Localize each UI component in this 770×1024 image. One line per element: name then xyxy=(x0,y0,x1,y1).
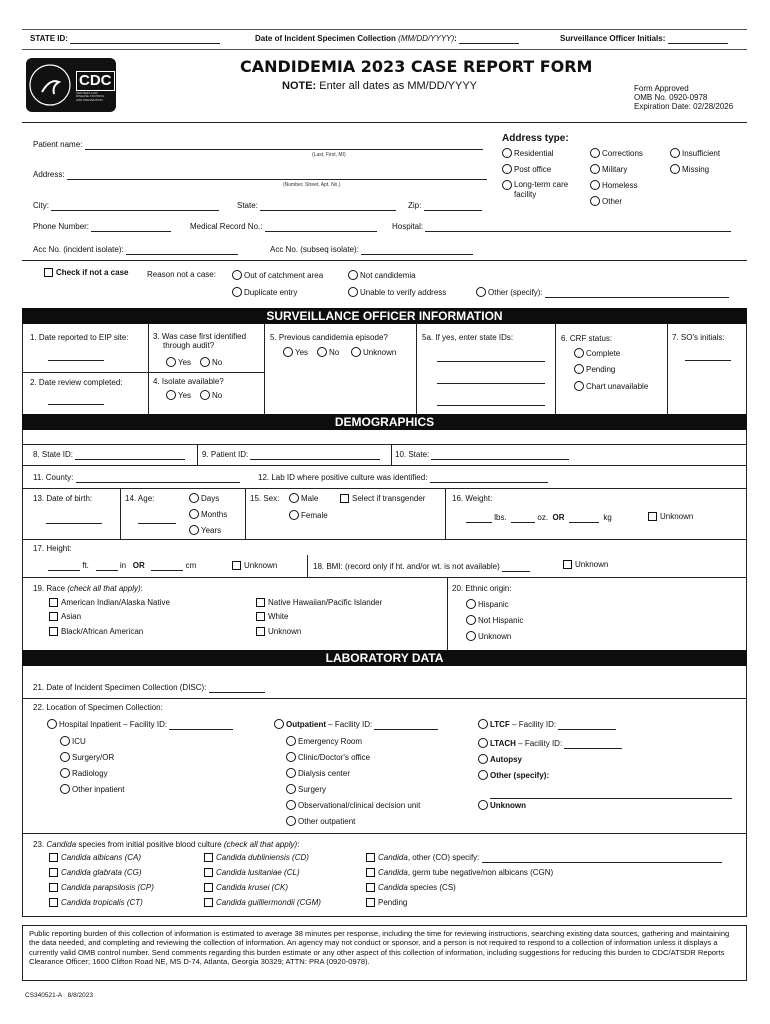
loc-clinic[interactable]: Clinic/Doctor's office xyxy=(286,752,370,763)
officer-initials-label: Surveillance Officer Initials: xyxy=(560,34,728,44)
omb-block: Form Approved OMB No. 0920-0978 Expiration Date: 02/28/2026 xyxy=(634,84,734,112)
addr-corrections[interactable]: Corrections xyxy=(590,148,643,159)
addr-missing[interactable]: Missing xyxy=(670,164,709,175)
hospital-input[interactable] xyxy=(425,223,731,232)
q5-no[interactable]: No xyxy=(317,347,339,358)
species-krusei[interactable]: Candida krusei (CK) xyxy=(204,883,288,893)
height-ft-input[interactable] xyxy=(48,562,80,571)
race-american-indian[interactable]: American Indian/Alaska Native xyxy=(49,598,170,608)
acc-subseq-label: Acc No. (subseq isolate): xyxy=(270,245,473,255)
q4-yes[interactable]: Yes xyxy=(166,390,191,401)
loc-other-specify[interactable]: Other (specify): xyxy=(478,770,549,781)
q12-input[interactable] xyxy=(430,474,548,483)
height-cm-input[interactable] xyxy=(151,562,183,571)
height-unknown[interactable]: Unknown xyxy=(232,561,277,571)
phone-input[interactable] xyxy=(91,223,171,232)
race-unknown[interactable]: Unknown xyxy=(256,627,301,637)
species-dubliniensis[interactable]: Candida dubliniensis (CD) xyxy=(204,853,309,863)
state-input[interactable] xyxy=(260,202,396,211)
q4-label: 4. Isolate available? xyxy=(153,377,224,386)
race-white[interactable]: White xyxy=(256,612,288,622)
species-parapsilosis[interactable]: Candida parapsilosis (CP) xyxy=(49,883,154,893)
q19-label: 19. Race (check all that apply): xyxy=(33,584,143,593)
q5a-label: 5a. If yes, enter state IDs: xyxy=(422,333,514,342)
q2-label: 2. Date review completed: xyxy=(30,378,123,387)
zip-input[interactable] xyxy=(424,202,482,211)
addr-ltc[interactable]: Long-term care facility xyxy=(502,180,582,199)
q22-label: 22. Location of Specimen Collection: xyxy=(33,703,163,712)
q12-label: 12. Lab ID where positive culture was identified: xyxy=(258,473,548,483)
loc-other-inpatient[interactable]: Other inpatient xyxy=(60,784,124,795)
age-years[interactable]: Years xyxy=(189,525,221,536)
loc-er[interactable]: Emergency Room xyxy=(286,736,362,747)
q15-label: 15. Sex: xyxy=(250,494,280,503)
q13-input[interactable] xyxy=(46,515,102,524)
species-albicans[interactable]: Candida albicans (CA) xyxy=(49,853,141,863)
q8-label: 8. State ID: xyxy=(33,450,185,460)
height-in-input[interactable] xyxy=(96,562,118,571)
address-type-label: Address type: xyxy=(502,133,569,144)
ethnic-unknown[interactable]: Unknown xyxy=(466,631,511,642)
crf-chart-unavailable[interactable]: Chart unavailable xyxy=(574,381,648,392)
species-tropicalis[interactable]: Candida tropicalis (CT) xyxy=(49,898,143,908)
q2-input[interactable] xyxy=(48,396,104,405)
sex-male[interactable]: Male xyxy=(289,493,318,504)
section-surveillance: SURVEILLANCE OFFICER INFORMATION xyxy=(22,308,747,324)
cdc-logo-subtext: CENTERS FOR DISEASE CONTROL AND PREVENTION xyxy=(76,91,105,102)
ltach-facility-input[interactable] xyxy=(564,740,622,749)
q14-label: 14. Age: xyxy=(125,494,155,503)
form-title: CANDIDEMIA 2023 CASE REPORT FORM xyxy=(240,57,593,76)
zip-label: Zip: xyxy=(408,201,482,211)
bmi-unknown[interactable]: Unknown xyxy=(563,560,608,570)
addr-military[interactable]: Military xyxy=(590,164,627,175)
q5a-input-3[interactable] xyxy=(437,397,545,406)
q9-label: 9. Patient ID: xyxy=(202,450,380,460)
crf-complete[interactable]: Complete xyxy=(574,348,620,359)
addr-post-office[interactable]: Post office xyxy=(502,164,551,175)
loc-ltcf[interactable]: LTCF – Facility ID: xyxy=(478,719,616,730)
loc-unknown[interactable]: Unknown xyxy=(478,800,526,811)
transgender-checkbox[interactable]: Select if transgender xyxy=(340,494,425,504)
note-line: NOTE: Enter all dates as MM/DD/YYYY xyxy=(282,80,478,92)
state-label: State: xyxy=(237,201,396,211)
species-cs[interactable]: Candida species (CS) xyxy=(366,883,456,893)
cdc-logo xyxy=(26,58,116,112)
ethnic-hispanic[interactable]: Hispanic xyxy=(466,599,509,610)
section-demographics: DEMOGRAPHICS xyxy=(22,414,747,430)
reason-unable-verify[interactable]: Unable to verify address xyxy=(348,287,446,298)
loc-other-input[interactable] xyxy=(490,790,732,799)
address-label: Address: xyxy=(33,170,487,180)
section-laboratory: LABORATORY DATA xyxy=(22,650,747,666)
state-id-input[interactable] xyxy=(70,35,220,44)
mrn-input[interactable] xyxy=(265,223,377,232)
ltcf-facility-input[interactable] xyxy=(558,721,616,730)
loc-icu[interactable]: ICU xyxy=(60,736,86,747)
q23-label: 23. Candida species from initial positive blood culture (check all that apply): xyxy=(33,840,300,849)
header-date-input[interactable] xyxy=(459,35,519,44)
age-months[interactable]: Months xyxy=(189,509,227,520)
loc-autopsy[interactable]: Autopsy xyxy=(478,754,522,765)
mrn-label: Medical Record No.: xyxy=(190,222,377,232)
addr-insufficient[interactable]: Insufficient xyxy=(670,148,720,159)
q5a-input-2[interactable] xyxy=(437,375,545,384)
q3-no[interactable]: No xyxy=(200,357,222,368)
burden-statement: Public reporting burden of this collection of information is estimated to average 38 minutes per response, including the time for reviewing instructions, searching existing data sources, gathering and maintaining the data needed, and completing and reviewing the collection of information. An agency may not conduct or sponsor, and a person is not required to respond to a collection of information unless it displays a currently valid OMB control number. Send comments regarding this burden estimate or any other aspect of this collection of information, including suggestions for reducing this burden to CDC/ATSDR Reports Clearance Officer; 1600 Clifton Road NE, MS D-74, Atlanta, Georgia 30329; ATTN: PRA (0920-0978). xyxy=(22,925,747,981)
q5a-input-1[interactable] xyxy=(437,353,545,362)
patient-name-label: Patient name: xyxy=(33,140,483,150)
outpatient-facility-input[interactable] xyxy=(374,721,438,730)
q16-label: 16. Weight: xyxy=(452,494,493,503)
weight-oz-input[interactable] xyxy=(511,514,535,523)
species-guilliermondii[interactable]: Candida guilliermondii (CGM) xyxy=(204,898,321,908)
q5-label: 5. Previous candidemia episode? xyxy=(270,333,388,342)
loc-surgery[interactable]: Surgery xyxy=(286,784,326,795)
q7-label: 7. SO's initials: xyxy=(672,333,725,342)
not-case-checkbox[interactable]: Check if not a case xyxy=(44,268,128,278)
state-id-label: STATE ID: xyxy=(30,34,220,44)
city-input[interactable] xyxy=(51,202,219,211)
q10-label: 10. State: xyxy=(395,450,569,460)
address-input[interactable] xyxy=(67,171,487,180)
city-label: City: xyxy=(33,201,219,211)
inpatient-facility-input[interactable] xyxy=(169,721,233,730)
q11-input[interactable] xyxy=(76,474,240,483)
loc-other-outpatient[interactable]: Other outpatient xyxy=(286,816,355,827)
address-hint: (Number, Street, Apt. No.) xyxy=(283,182,341,188)
footer-form-id: CS340521-A 8/8/2023 xyxy=(25,992,93,999)
species-germ-tube[interactable]: Candida, germ tube negative/non albicans (CGN) xyxy=(366,868,553,878)
species-lusitaniae[interactable]: Candida lusitaniae (CL) xyxy=(204,868,300,878)
q1-label: 1. Date reported to EIP site: xyxy=(30,333,129,342)
loc-inpatient[interactable]: Hospital Inpatient – Facility ID: xyxy=(47,719,233,730)
q5-yes[interactable]: Yes xyxy=(283,347,308,358)
q1-input[interactable] xyxy=(48,352,104,361)
reason-not-candidemia[interactable]: Not candidemia xyxy=(348,270,416,281)
q18-label: 18. BMI: (record only if ht. and/or wt. is not available) xyxy=(313,562,530,572)
patient-name-input[interactable] xyxy=(85,141,483,150)
bmi-input[interactable] xyxy=(502,563,530,572)
addr-other[interactable]: Other xyxy=(590,196,622,207)
q17-label: 17. Height: xyxy=(33,544,72,553)
loc-ltach[interactable]: LTACH – Facility ID: xyxy=(478,738,622,749)
q21-label: 21. Date of Incident Specimen Collection (DISC): xyxy=(33,683,265,693)
q21-input[interactable] xyxy=(209,684,265,693)
species-other-input[interactable] xyxy=(482,854,722,863)
q3-yes[interactable]: Yes xyxy=(166,357,191,368)
hospital-label: Hospital: xyxy=(392,222,731,232)
weight-unknown[interactable]: Unknown xyxy=(648,512,693,522)
patient-name-hint: (Last, First, MI) xyxy=(312,152,346,158)
officer-initials-input[interactable] xyxy=(668,35,728,44)
q10-input[interactable] xyxy=(431,451,569,460)
species-pending[interactable]: Pending xyxy=(366,898,407,908)
addr-homeless[interactable]: Homeless xyxy=(590,180,638,191)
reason-catchment[interactable]: Out of catchment area xyxy=(232,270,323,281)
weight-kg-input[interactable] xyxy=(569,514,599,523)
q20-label: 20. Ethnic origin: xyxy=(452,584,512,593)
q3-label: 3. Was case first identified through audit? xyxy=(153,332,247,350)
q9-input[interactable] xyxy=(250,451,380,460)
q6-label: 6. CRF status: xyxy=(561,334,613,343)
weight-row: lbs. oz. OR kg xyxy=(466,513,612,523)
cdc-logo-text: CDC xyxy=(76,71,115,91)
addr-residential[interactable]: Residential xyxy=(502,148,554,159)
loc-observational[interactable]: Observational/clinical decision unit xyxy=(286,800,420,811)
q13-label: 13. Date of birth: xyxy=(33,494,93,503)
age-days[interactable]: Days xyxy=(189,493,219,504)
height-row: ft. in OR cm xyxy=(48,561,196,571)
q11-label: 11. County: xyxy=(33,473,240,483)
q4-no[interactable]: No xyxy=(200,390,222,401)
species-glabrata[interactable]: Candida glabrata (CG) xyxy=(49,868,141,878)
acc-subseq-input[interactable] xyxy=(361,246,473,255)
acc-incident-label: Acc No. (incident isolate): xyxy=(33,245,238,255)
species-other[interactable]: Candida, other (CO) specify: xyxy=(366,853,722,863)
header-date-label: Date of Incident Specimen Collection (MM/DD/YYYY): xyxy=(255,34,519,44)
q5-unknown[interactable]: Unknown xyxy=(351,347,396,358)
reason-other[interactable]: Other (specify): xyxy=(476,287,729,298)
race-pacific-islander[interactable]: Native Hawaiian/Pacific Islander xyxy=(256,598,382,608)
reason-not-case-label: Reason not a case: xyxy=(147,270,216,279)
loc-radiology[interactable]: Radiology xyxy=(60,768,108,779)
loc-surgery-or[interactable]: Surgery/OR xyxy=(60,752,114,763)
ethnic-not-hispanic[interactable]: Not Hispanic xyxy=(466,615,523,626)
crf-pending[interactable]: Pending xyxy=(574,364,615,375)
loc-outpatient[interactable]: Outpatient – Facility ID: xyxy=(274,719,438,730)
race-black[interactable]: Black/African American xyxy=(49,627,143,637)
weight-lbs-input[interactable] xyxy=(466,514,492,523)
race-asian[interactable]: Asian xyxy=(49,612,81,622)
acc-incident-input[interactable] xyxy=(126,246,238,255)
loc-dialysis[interactable]: Dialysis center xyxy=(286,768,350,779)
q8-input[interactable] xyxy=(75,451,185,460)
reason-duplicate[interactable]: Duplicate entry xyxy=(232,287,297,298)
phone-label: Phone Number: xyxy=(33,222,171,232)
q7-input[interactable] xyxy=(685,352,731,361)
sex-female[interactable]: Female xyxy=(289,510,328,521)
q14-input[interactable] xyxy=(138,515,176,524)
